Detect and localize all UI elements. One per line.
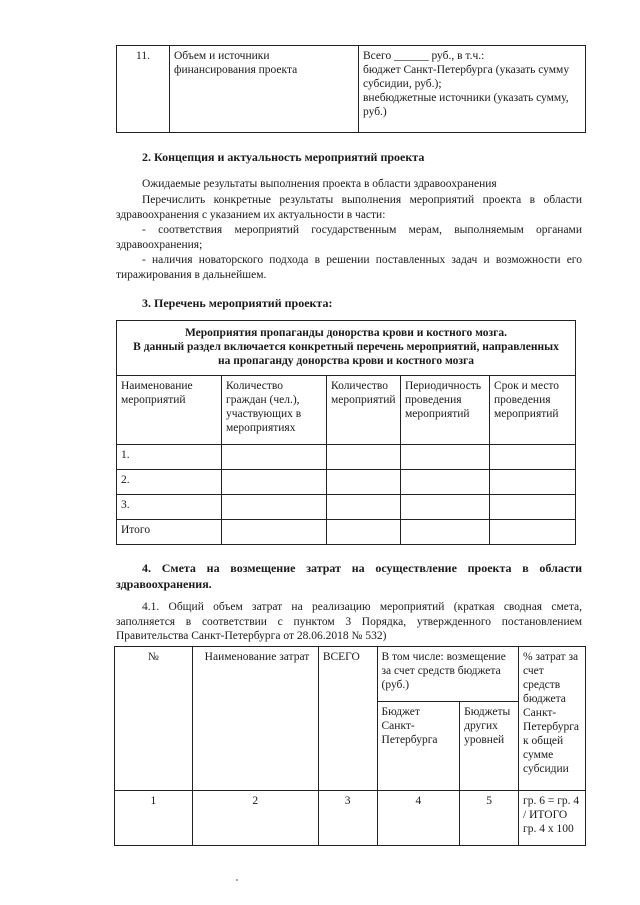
row-number: 11. — [117, 46, 170, 133]
section3-heading: 3. Перечень мероприятий проекта: — [142, 296, 333, 310]
section2-p4: - наличия новаторского подхода в решении поставленных задач и возможности его тиражирования в дальнейшем. — [116, 254, 582, 281]
cell — [327, 520, 401, 545]
column-header: Количество граждан (чел.), участвующих в мероприятиях — [222, 376, 327, 445]
financing-table — [116, 45, 586, 133]
column-header: Бюджеты других уровней — [460, 702, 519, 791]
header-row — [115, 647, 586, 702]
header-row — [117, 376, 576, 445]
table-row — [117, 495, 576, 520]
cell — [490, 520, 576, 545]
table-row — [117, 46, 586, 133]
table-title-line: В данный раздел включается конкретный перечень мероприятий, направленных — [133, 341, 559, 353]
cell — [327, 495, 401, 520]
row-label: Объем и источники финансирования проекта — [170, 46, 359, 133]
cell — [490, 470, 576, 495]
column-header: Наименование затрат — [192, 647, 318, 791]
column-number: 4 — [377, 791, 460, 846]
column-header: ВСЕГО — [318, 647, 377, 791]
spb-budget-line: бюджет Санкт-Петербурга (указать сумму субсидии, руб.); — [363, 64, 570, 90]
row-value — [359, 46, 586, 133]
row-label: 1. — [117, 445, 222, 470]
table-row — [117, 445, 576, 470]
table-row — [117, 520, 576, 545]
section2-heading: 2. Концепция и актуальность мероприятий проекта — [142, 150, 425, 164]
cell — [490, 445, 576, 470]
offbudget-line: внебюджетные источники (указать сумму, руб.) — [363, 92, 569, 118]
column-header: № — [115, 647, 193, 791]
column-number: 1 — [115, 791, 193, 846]
table-row — [115, 791, 586, 846]
column-header: Бюджет Санкт-Петербурга — [377, 702, 460, 791]
column-header: Периодичность проведения мероприятий — [401, 376, 490, 445]
cell — [401, 445, 490, 470]
section2-p2: Перечислить конкретные результаты выполнения мероприятий проекта в области здравоохранения с указанием их актуальности в части: — [116, 194, 582, 221]
events-table — [116, 320, 576, 545]
section4-heading: 4. Смета на возмещение затрат на осуществление проекта в области здравоохранения. — [116, 561, 582, 591]
cell — [401, 470, 490, 495]
table-title-line: на пропаганду донорства крови и костного мозга — [217, 355, 474, 367]
cell — [327, 470, 401, 495]
total-line: Всего ______ руб., в т.ч.: — [363, 50, 485, 62]
table-row — [117, 470, 576, 495]
table-title — [117, 321, 576, 376]
column-header: В том числе: возмещение за счет средств бюджета (руб.) — [377, 647, 519, 702]
cell — [222, 470, 327, 495]
cell — [401, 495, 490, 520]
table-title-row — [117, 321, 576, 376]
row-label: Итого — [117, 520, 222, 545]
column-header: % затрат за счет средств бюджета Санкт-Петербурга к общей сумме субсидии — [519, 647, 586, 791]
row-label: 2. — [117, 470, 222, 495]
column-number: 3 — [318, 791, 377, 846]
scan-speck — [236, 879, 238, 881]
cell — [490, 495, 576, 520]
cost-table — [114, 646, 586, 846]
column-header: Наименование мероприятий — [117, 376, 222, 445]
cell — [222, 445, 327, 470]
cell — [401, 520, 490, 545]
formula-cell: гр. 6 = гр. 4 / ИТОГО гр. 4 х 100 — [519, 791, 586, 846]
row-label: 3. — [117, 495, 222, 520]
table-title-line: Мероприятия пропаганды донорства крови и костного мозга. — [184, 327, 508, 339]
section2-p1: Ожидаемые результаты выполнения проекта в области здравоохранения — [142, 178, 497, 190]
column-header: Срок и место проведения мероприятий — [490, 376, 576, 445]
column-header: Количество мероприятий — [327, 376, 401, 445]
column-number: 2 — [192, 791, 318, 846]
cell — [327, 445, 401, 470]
section4-para: 4.1. Общий объем затрат на реализацию мероприятий (краткая сводная смета, заполняется в соответствии с пунктом 3 Порядка, утвержденного постановлением Правительства Санкт-Петербурга от 28.06.2018 № 532) — [116, 601, 582, 642]
cell — [222, 520, 327, 545]
section2-p3: - соответствия мероприятий государственным мерам, выполняемым органами здравоохранения; — [116, 224, 582, 251]
cell — [222, 495, 327, 520]
column-number: 5 — [460, 791, 519, 846]
